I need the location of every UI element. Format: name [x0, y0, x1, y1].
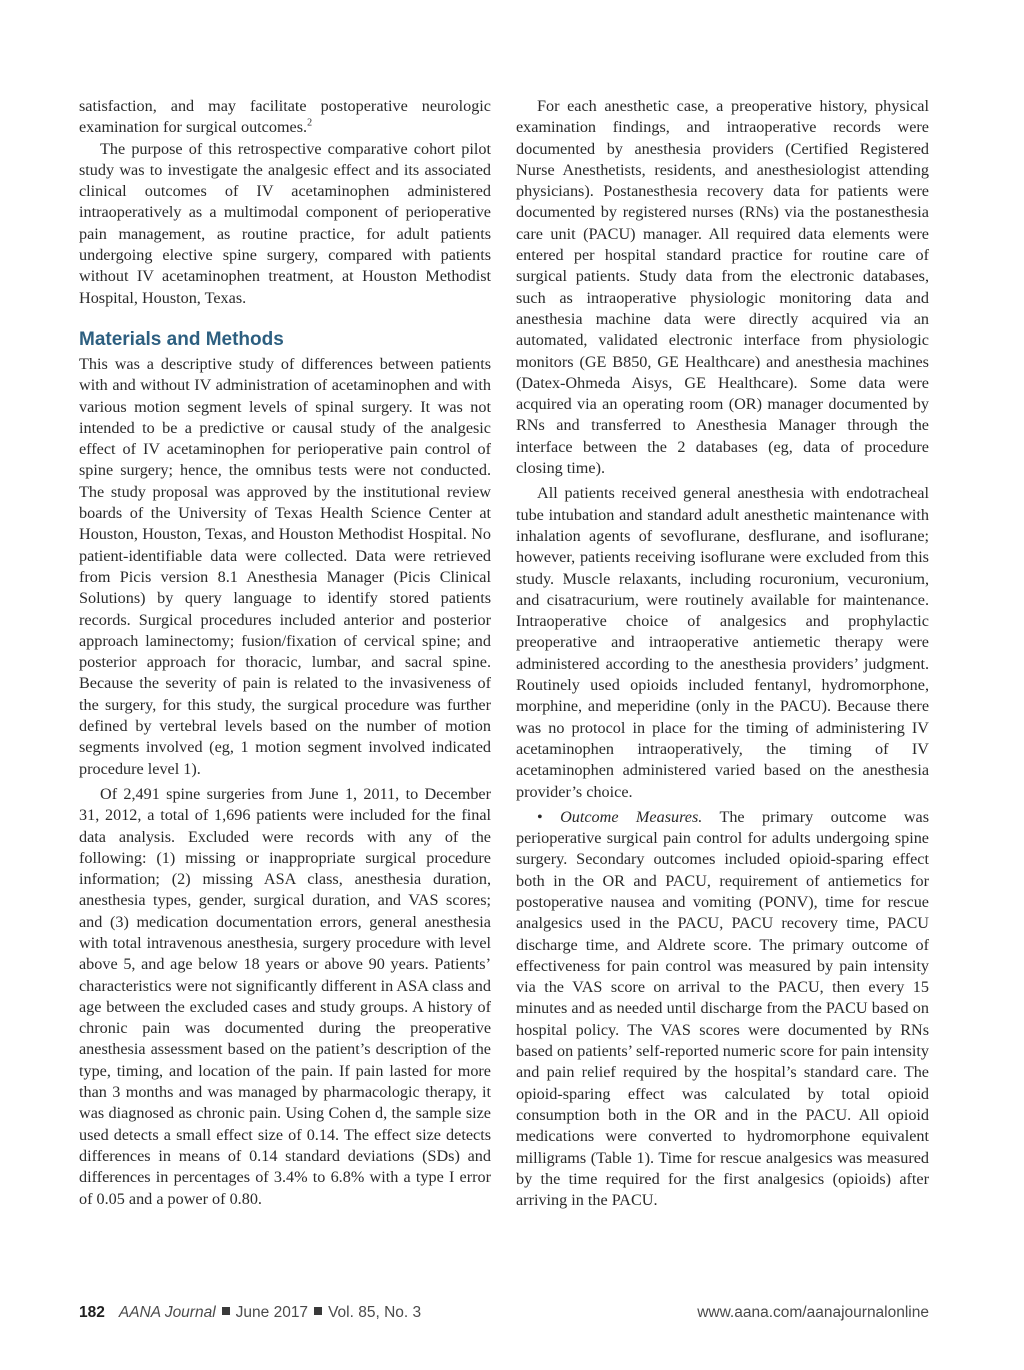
- study-design-paragraph: This was a descriptive study of differences between patients with and without IV administration of acetaminophen and with various motion segment levels of spinal surgery. It was not intended to be a predictive or causal study of the analgesic effect of IV acetaminophen for perioperative pain control of spine surgery; hence, the omnibus tests were not conducted. The study proposal was approved by the institutional review boards of the University of Texas Health Science Center at Houston, Houston, Texas, and Houston Methodist Hospital. No patient-identifiable data were collected. Data were retrieved from Picis version 8.1 Anesthesia Manager (Picis Clinical Solutions) by query language to identify stored patients records. Surgical procedures included anterior and posterior approach laminectomy; fusion/fixation of cervical spine; and posterior approach for thoracic, lumbar, and sacral spine. Because the severity of pain is related to the invasiveness of the surgery, for this study, the surgical procedure was further defined by vertebral levels based on the number of motion segments involved (eg, 1 motion segment involved indicated procedure level 1).: [79, 354, 491, 778]
- page-footer: [79, 1304, 929, 1326]
- right-column: [516, 96, 929, 1211]
- left-column: [79, 96, 491, 1210]
- separator-square-icon: [222, 1307, 230, 1315]
- sample-paragraph: Of 2,491 spine surgeries from June 1, 2011, to December 31, 2012, a total of 1,696 patients were included for the final data analysis. Excluded were records with any of the following: (1) missing or inappropriate surgical procedure information; (2) missing ASA class, anesthesia duration, anesthesia types, gender, surgical duration, and VAS scores; and (3) medication documentation errors, general anesthesia with total intravenous anesthesia, surgery procedure with level above 5, and age below 18 years or above 90 years. Patients’ characteristics were not significantly different in ASA class and age between the excluded cases and study groups. A history of chronic pain was documented during the preoperative anesthesia assessment based on the patient’s description of the type, timing, and location of the pain. If pain lasted for more than 3 months and was managed by pharmacologic therapy, it was diagnosed as chronic pain. Using Cohen d, the sample size used detects a small effect size of 0.14. The effect size detects differences in means of 0.14 standard deviations (SDs) and differences in percentages of 3.4% to 6.8% with a type I error of 0.05 and a power of 0.80.: [79, 784, 491, 1208]
- outcome-measures-runin-heading: Outcome Measures.: [560, 807, 703, 826]
- volume-issue: Vol. 85, No. 3: [328, 1304, 422, 1321]
- intro-continuation-paragraph: [79, 96, 491, 139]
- outcome-measures-text: The primary outcome was perioperative surgical pain control for adults undergoing spine surgery. Secondary outcomes included opioid-sparing effect both in the OR and PACU, requirement of antiemetics for postoperative nausea and vomiting (PONV), time for rescue analgesics used in the PACU, PACU recovery time, PACU discharge time, and Aldrete score. The primary outcome of effectiveness for pain control was measured by pain intensity via the VAS score on arrival to the PACU, then every 15 minutes and as needed until discharge from the PACU based on hospital policy. The VAS scores were documented by RNs based on patients’ self-reported numeric score for pain intensity and pain relief required by the hospital’s standard care. The opioid-sparing effect was calculated by total opioid consumption both in the OR and in the PACU. All opioid medications were converted to hydromorphone equivalent milligrams (Table 1). Time for rescue analgesics was measured by the time required for the first analgesics (opioids) after arriving in the PACU.: [516, 807, 930, 1210]
- purpose-paragraph: The purpose of this retrospective comparative cohort pilot study was to investigate the analgesic effect and its associated clinical outcomes of IV acetaminophen administered intraoperatively as a multimodal component of perioperative pain management, as routine practice, for adult patients undergoing elective spine surgery, compared with patients without IV acetaminophen treatment, at Houston Methodist Hospital, Houston, Texas.: [79, 139, 491, 307]
- bullet: •: [537, 807, 543, 826]
- outcome-measures-paragraph: [516, 807, 929, 1212]
- journal-name: AANA Journal: [118, 1304, 216, 1321]
- anesthesia-protocol-paragraph: All patients received general anesthesia with endotracheal tube intubation and standard adult anesthetic maintenance with inhalation agents of sevoflurane, desflurane, and isoflurane; however, patients receiving isoflurane were excluded from this study. Muscle relaxants, including rocuronium, vecuronium, and cisatracurium, were routinely available for maintenance. Intraoperative choice of analgesics and prophylactic preoperative and intraoperative antiemetic therapy were administered according to the anesthesia providers’ judgment. Routinely used opioids included fentanyl, hydromorphone, morphine, and meperidine (only in the PACU). Because there was no protocol in place for the timing of administering IV acetaminophen intraoperatively, the timing of IV acetaminophen administered varied based on the anesthesia provider’s choice.: [516, 484, 929, 801]
- data-collection-paragraph: For each anesthetic case, a preoperative history, physical examination findings, and intraoperative records were documented by anesthesia providers (Certified Registered Nurse Anesthetists, residents, and anesthesiologist attending physicians). Postanesthesia recovery data for patients were documented by registered nurses (RNs) via the postanesthesia care unit (PACU) manager. All required data elements were entered per hospital standard practice for routine care of surgical patients. Study data from the electronic databases, such as intraoperative physiologic monitoring data and anesthesia machine data were directly acquired via an automated, validated electronic interface from physiologic monitors (GE B850, GE Healthcare) and anesthesia machines (Datex-Ohmeda Aisys, GE Healthcare). Some data were acquired via an operating room (OR) manager documented by RNs and transferred to Anesthesia Manager through the interface between the 2 databases (eg, data of procedure closing time).: [516, 97, 929, 478]
- section-heading-materials-methods: Materials and Methods: [79, 328, 284, 350]
- separator-square-icon: [314, 1307, 322, 1315]
- journal-website-link[interactable]: www.aana.com/aanajournalonline: [697, 1304, 929, 1321]
- page-number: 182: [79, 1304, 105, 1321]
- intro-continuation-text: satisfaction, and may facilitate postoperative neurologic examination for surgical outcomes.: [79, 97, 491, 137]
- issue-date: June 2017: [235, 1304, 309, 1321]
- citation-superscript: 2: [307, 117, 313, 129]
